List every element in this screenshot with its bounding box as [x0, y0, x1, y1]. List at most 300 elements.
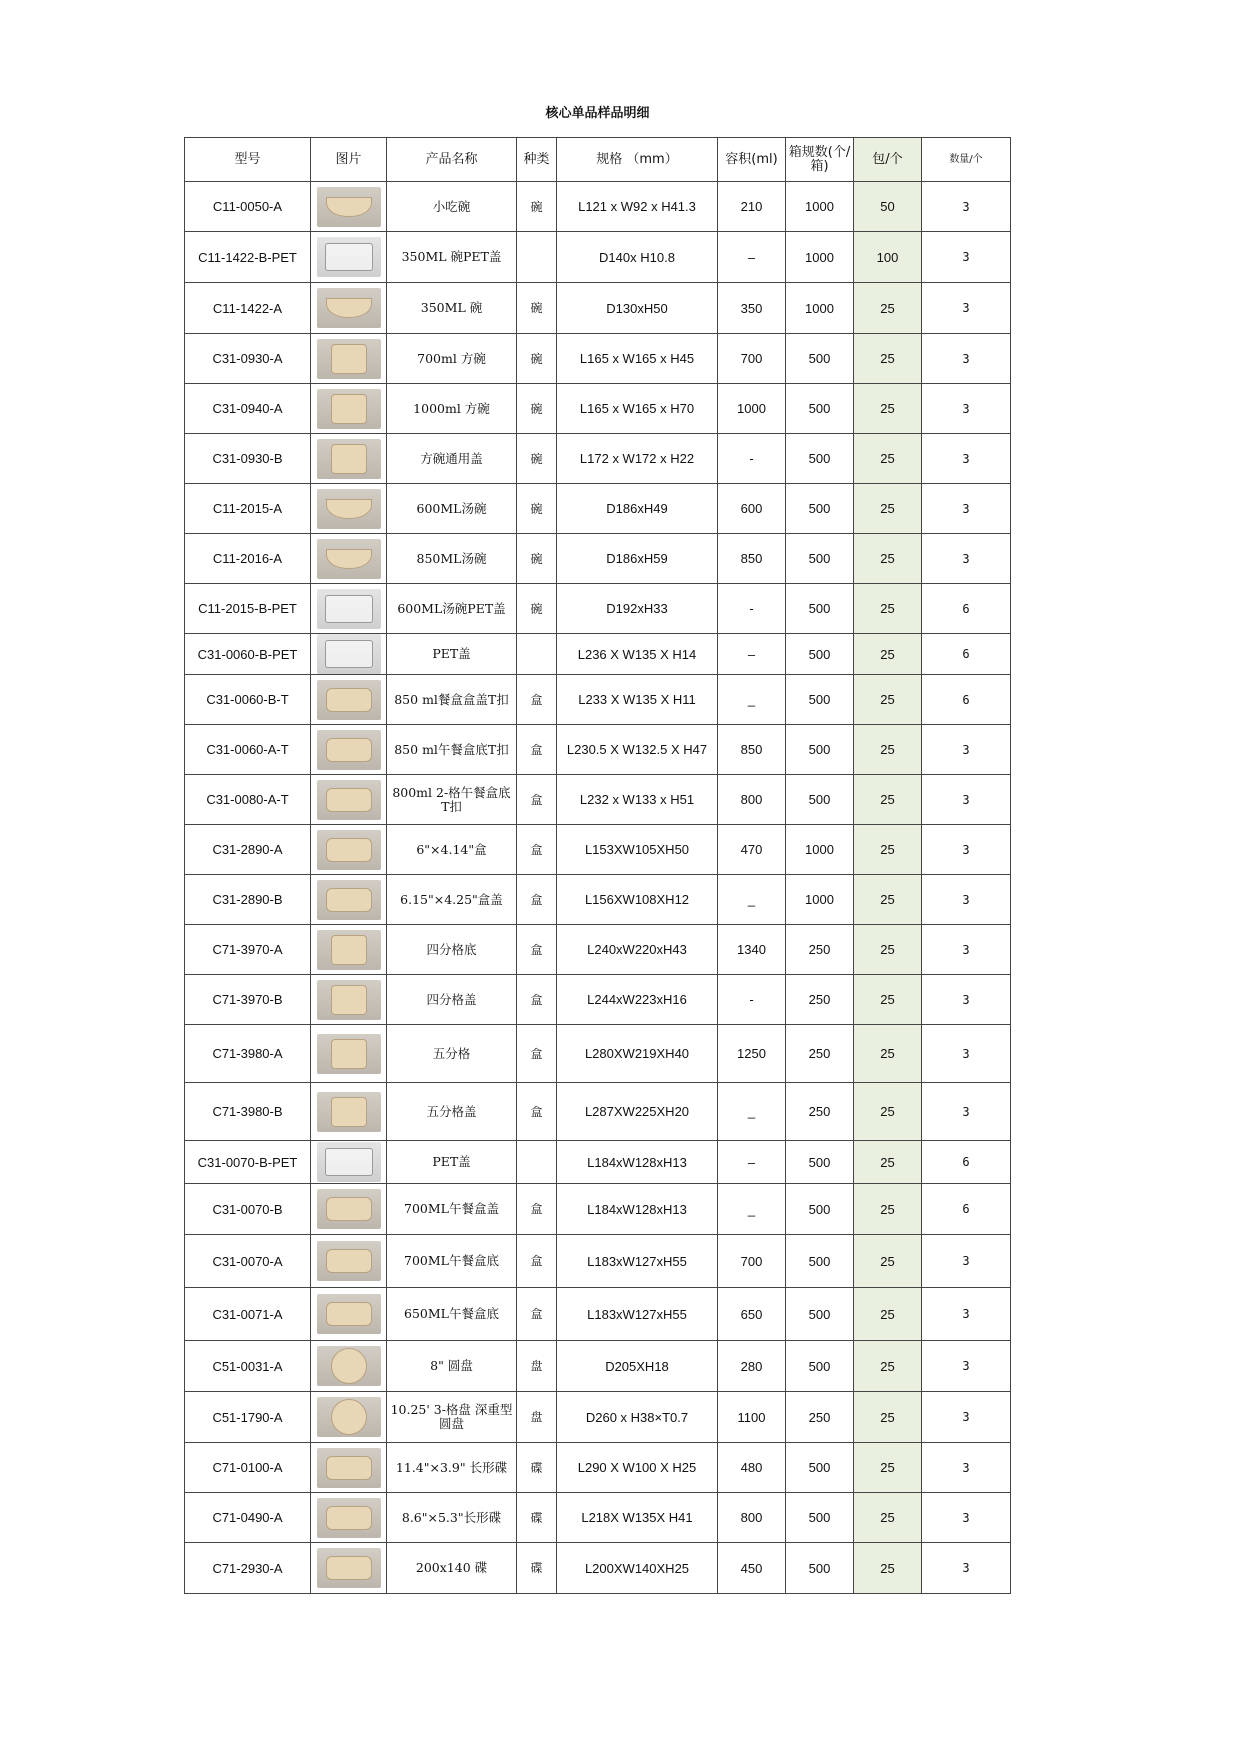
table-row [185, 384, 1011, 434]
kind-cell: 盒 [517, 1184, 557, 1235]
image-cell [311, 1392, 387, 1443]
spec-cell: L232 x W133 x H51 [557, 775, 718, 825]
kind-cell: 盘 [517, 1392, 557, 1443]
model-cell: C71-0100-A [185, 1443, 311, 1493]
qty-cell: 3 [922, 1493, 1011, 1543]
name-cell: 方碗通用盖 [387, 434, 517, 484]
name-cell: 6"×4.14"盒 [387, 825, 517, 875]
table-row [185, 1083, 1011, 1141]
carton-cell: 500 [786, 1341, 854, 1392]
square-bowl-photo [317, 339, 381, 379]
table-row [185, 775, 1011, 825]
spec-cell: D260 x H38×T0.7 [557, 1392, 718, 1443]
qty-cell: 3 [922, 232, 1011, 283]
qty-cell: 3 [922, 283, 1011, 334]
kind-cell: 盒 [517, 975, 557, 1025]
kind-cell: 盒 [517, 1083, 557, 1141]
model-cell: C31-0940-A [185, 384, 311, 434]
name-cell: 200x140 碟 [387, 1543, 517, 1594]
square-tray-photo [317, 1092, 381, 1132]
volume-cell: 450 [718, 1543, 786, 1594]
table-row [185, 1443, 1011, 1493]
tray-photo [317, 1241, 381, 1281]
volume-cell: 1250 [718, 1025, 786, 1083]
carton-cell: 500 [786, 434, 854, 484]
pack-cell: 25 [854, 634, 922, 675]
spec-cell: L172 x W172 x H22 [557, 434, 718, 484]
product-shape [331, 985, 367, 1015]
model-cell: C11-2015-A [185, 484, 311, 534]
table-row [185, 1288, 1011, 1341]
spec-cell: D140x H10.8 [557, 232, 718, 283]
product-shape [331, 935, 367, 965]
kind-cell [517, 1141, 557, 1184]
product-shape [326, 838, 372, 862]
kind-cell: 盒 [517, 775, 557, 825]
carton-cell: 1000 [786, 283, 854, 334]
product-shape [326, 1556, 372, 1580]
name-cell: 五分格盖 [387, 1083, 517, 1141]
image-cell [311, 1184, 387, 1235]
model-cell: C71-2930-A [185, 1543, 311, 1594]
kind-cell: 碗 [517, 384, 557, 434]
product-shape [326, 1456, 372, 1480]
table-row [185, 634, 1011, 675]
pack-cell: 25 [854, 1543, 922, 1594]
name-cell: 1000ml 方碗 [387, 384, 517, 434]
name-cell: 11.4"×3.9" 长形碟 [387, 1443, 517, 1493]
qty-cell: 3 [922, 334, 1011, 384]
kind-cell: 碗 [517, 484, 557, 534]
pack-cell: 25 [854, 484, 922, 534]
tray-photo [317, 1189, 381, 1229]
table-row [185, 484, 1011, 534]
spec-cell: L156XW108XH12 [557, 875, 718, 925]
tray-photo [317, 1548, 381, 1588]
carton-cell: 250 [786, 925, 854, 975]
table-row [185, 434, 1011, 484]
name-cell: 8.6"×5.3"长形碟 [387, 1493, 517, 1543]
model-cell: C11-2015-B-PET [185, 584, 311, 634]
spec-cell: D186xH49 [557, 484, 718, 534]
image-cell [311, 534, 387, 584]
image-cell [311, 283, 387, 334]
name-cell: 600ML汤碗 [387, 484, 517, 534]
spec-cell: L240xW220xH43 [557, 925, 718, 975]
header-qty: 数量/个 [922, 138, 1011, 182]
square-bowl-photo [317, 439, 381, 479]
qty-cell: 3 [922, 1341, 1011, 1392]
volume-cell: – [718, 634, 786, 675]
image-cell [311, 725, 387, 775]
kind-cell: 盒 [517, 1288, 557, 1341]
qty-cell: 3 [922, 775, 1011, 825]
image-cell [311, 384, 387, 434]
spec-cell: L218X W135X H41 [557, 1493, 718, 1543]
carton-cell: 500 [786, 1235, 854, 1288]
model-cell: C31-0930-A [185, 334, 311, 384]
image-cell [311, 775, 387, 825]
table-row [185, 182, 1011, 232]
pack-cell: 25 [854, 1025, 922, 1083]
carton-cell: 1000 [786, 232, 854, 283]
kind-cell: 碟 [517, 1543, 557, 1594]
pack-cell: 25 [854, 1235, 922, 1288]
model-cell: C31-0070-A [185, 1235, 311, 1288]
image-cell [311, 634, 387, 675]
spec-cell: D205XH18 [557, 1341, 718, 1392]
product-shape [331, 344, 367, 374]
header-model: 型号 [185, 138, 311, 182]
volume-cell: 700 [718, 334, 786, 384]
volume-cell: 850 [718, 534, 786, 584]
qty-cell: 3 [922, 975, 1011, 1025]
qty-cell: 3 [922, 875, 1011, 925]
image-cell [311, 434, 387, 484]
kind-cell: 碟 [517, 1493, 557, 1543]
name-cell: PET盖 [387, 634, 517, 675]
carton-cell: 500 [786, 1288, 854, 1341]
pack-cell: 25 [854, 675, 922, 725]
model-cell: C11-1422-A [185, 283, 311, 334]
product-table [184, 137, 1011, 1594]
name-cell: 650ML午餐盒底 [387, 1288, 517, 1341]
name-cell: 8" 圆盘 [387, 1341, 517, 1392]
name-cell: 800ml 2-格午餐盒底T扣 [387, 775, 517, 825]
carton-cell: 1000 [786, 182, 854, 232]
product-shape [326, 1506, 372, 1530]
header-carton: 箱规数(个/箱) [786, 138, 854, 182]
name-cell: 700ML午餐盒盖 [387, 1184, 517, 1235]
name-cell: 850ML汤碗 [387, 534, 517, 584]
carton-cell: 500 [786, 484, 854, 534]
carton-cell: 250 [786, 975, 854, 1025]
table-row [185, 925, 1011, 975]
tray-photo [317, 880, 381, 920]
product-shape [331, 1348, 367, 1384]
pack-cell: 25 [854, 1443, 922, 1493]
pack-cell: 25 [854, 1341, 922, 1392]
model-cell: C31-2890-B [185, 875, 311, 925]
table-row [185, 1341, 1011, 1392]
table-row [185, 283, 1011, 334]
volume-cell: 700 [718, 1235, 786, 1288]
model-cell: C71-3970-B [185, 975, 311, 1025]
product-shape [326, 788, 372, 812]
volume-cell: _ [718, 675, 786, 725]
page-title: 核心单品样品明细 [545, 106, 650, 121]
kind-cell [517, 634, 557, 675]
product-shape [326, 738, 372, 762]
table-body [185, 182, 1011, 1594]
qty-cell: 6 [922, 584, 1011, 634]
qty-cell: 3 [922, 384, 1011, 434]
kind-cell: 碗 [517, 334, 557, 384]
name-cell: 700ML午餐盒底 [387, 1235, 517, 1288]
model-cell: C11-2016-A [185, 534, 311, 584]
spec-cell: L183xW127xH55 [557, 1235, 718, 1288]
header-spec: 规格 （mm） [557, 138, 718, 182]
image-cell [311, 1235, 387, 1288]
header-volume: 容积(ml) [718, 138, 786, 182]
product-shape [326, 549, 372, 569]
spec-cell: D192xH33 [557, 584, 718, 634]
name-cell: 350ML 碗 [387, 283, 517, 334]
kind-cell: 盒 [517, 1235, 557, 1288]
spec-cell: L184xW128xH13 [557, 1141, 718, 1184]
spec-cell: L200XW140XH25 [557, 1543, 718, 1594]
model-cell: C31-0070-B-PET [185, 1141, 311, 1184]
carton-cell: 500 [786, 1443, 854, 1493]
volume-cell: 1100 [718, 1392, 786, 1443]
pack-cell: 25 [854, 825, 922, 875]
spec-cell: L183xW127xH55 [557, 1288, 718, 1341]
volume-cell: 480 [718, 1443, 786, 1493]
image-cell [311, 1493, 387, 1543]
volume-cell: - [718, 584, 786, 634]
spec-cell: L165 x W165 x H45 [557, 334, 718, 384]
model-cell: C51-0031-A [185, 1341, 311, 1392]
kind-cell: 盘 [517, 1341, 557, 1392]
model-cell: C71-3970-A [185, 925, 311, 975]
product-shape [326, 197, 372, 217]
header-pack: 包/个 [854, 138, 922, 182]
kind-cell [517, 232, 557, 283]
kind-cell: 碗 [517, 283, 557, 334]
carton-cell: 250 [786, 1083, 854, 1141]
volume-cell: - [718, 975, 786, 1025]
name-cell: 600ML汤碗PET盖 [387, 584, 517, 634]
product-shape [326, 1249, 372, 1273]
carton-cell: 500 [786, 775, 854, 825]
table-row [185, 1025, 1011, 1083]
table-row [185, 534, 1011, 584]
image-cell [311, 1025, 387, 1083]
pack-cell: 25 [854, 384, 922, 434]
clear-tray-photo [317, 1142, 381, 1182]
table-row [185, 1235, 1011, 1288]
tray-photo [317, 830, 381, 870]
kind-cell: 碗 [517, 434, 557, 484]
pack-cell: 25 [854, 534, 922, 584]
spec-cell: L184xW128xH13 [557, 1184, 718, 1235]
pack-cell: 25 [854, 875, 922, 925]
clear-lid-photo [317, 237, 381, 277]
model-cell: C31-0070-B [185, 1184, 311, 1235]
tray-photo [317, 730, 381, 770]
qty-cell: 3 [922, 182, 1011, 232]
bowl-photo [317, 187, 381, 227]
clear-lid-photo [317, 589, 381, 629]
kind-cell: 盒 [517, 1025, 557, 1083]
name-cell: 850 ml餐盒盒盖T扣 [387, 675, 517, 725]
plate-photo [317, 1397, 381, 1437]
pack-cell: 100 [854, 232, 922, 283]
carton-cell: 250 [786, 1025, 854, 1083]
table-row [185, 584, 1011, 634]
qty-cell: 3 [922, 1443, 1011, 1493]
carton-cell: 500 [786, 1184, 854, 1235]
table-row [185, 1184, 1011, 1235]
header-kind: 种类 [517, 138, 557, 182]
carton-cell: 500 [786, 634, 854, 675]
image-cell [311, 1141, 387, 1184]
model-cell: C11-1422-B-PET [185, 232, 311, 283]
qty-cell: 3 [922, 534, 1011, 584]
product-shape [331, 1039, 367, 1069]
product-shape [325, 1148, 373, 1176]
model-cell: C11-0050-A [185, 182, 311, 232]
qty-cell: 6 [922, 1184, 1011, 1235]
model-cell: C31-0071-A [185, 1288, 311, 1341]
product-shape [326, 888, 372, 912]
spec-cell: L244xW223xH16 [557, 975, 718, 1025]
carton-cell: 500 [786, 1141, 854, 1184]
product-shape [326, 298, 372, 318]
spec-cell: L153XW105XH50 [557, 825, 718, 875]
image-cell [311, 1083, 387, 1141]
name-cell: PET盖 [387, 1141, 517, 1184]
kind-cell: 碗 [517, 584, 557, 634]
image-cell [311, 925, 387, 975]
pack-cell: 25 [854, 434, 922, 484]
volume-cell: _ [718, 1184, 786, 1235]
volume-cell: 800 [718, 1493, 786, 1543]
table-row [185, 825, 1011, 875]
spec-cell: L165 x W165 x H70 [557, 384, 718, 434]
kind-cell: 碟 [517, 1443, 557, 1493]
qty-cell: 3 [922, 1083, 1011, 1141]
tray-photo [317, 1448, 381, 1488]
spec-cell: L121 x W92 x H41.3 [557, 182, 718, 232]
spec-cell: L290 X W100 X H25 [557, 1443, 718, 1493]
product-shape [325, 640, 373, 668]
qty-cell: 3 [922, 1025, 1011, 1083]
qty-cell: 3 [922, 484, 1011, 534]
square-tray-photo [317, 1034, 381, 1074]
name-cell: 四分格底 [387, 925, 517, 975]
carton-cell: 500 [786, 534, 854, 584]
qty-cell: 3 [922, 1235, 1011, 1288]
name-cell: 350ML 碗PET盖 [387, 232, 517, 283]
clear-tray-photo [317, 634, 381, 674]
product-shape [331, 1399, 367, 1435]
table-row [185, 1493, 1011, 1543]
volume-cell: 650 [718, 1288, 786, 1341]
bowl-photo [317, 539, 381, 579]
kind-cell: 盒 [517, 725, 557, 775]
kind-cell: 盒 [517, 825, 557, 875]
volume-cell: – [718, 232, 786, 283]
model-cell: C31-0060-A-T [185, 725, 311, 775]
product-shape [325, 243, 373, 271]
image-cell [311, 875, 387, 925]
model-cell: C31-0060-B-PET [185, 634, 311, 675]
image-cell [311, 584, 387, 634]
image-cell [311, 484, 387, 534]
name-cell: 700ml 方碗 [387, 334, 517, 384]
carton-cell: 500 [786, 1493, 854, 1543]
name-cell: 850 ml午餐盒底T扣 [387, 725, 517, 775]
qty-cell: 3 [922, 725, 1011, 775]
product-shape [326, 499, 372, 519]
spec-cell: L287XW225XH20 [557, 1083, 718, 1141]
carton-cell: 250 [786, 1392, 854, 1443]
volume-cell: _ [718, 1083, 786, 1141]
name-cell: 五分格 [387, 1025, 517, 1083]
product-shape [326, 1197, 372, 1221]
model-cell: C31-2890-A [185, 825, 311, 875]
table-row [185, 725, 1011, 775]
pack-cell: 25 [854, 775, 922, 825]
pack-cell: 25 [854, 1288, 922, 1341]
model-cell: C31-0060-B-T [185, 675, 311, 725]
tray-photo [317, 1294, 381, 1334]
volume-cell: 350 [718, 283, 786, 334]
volume-cell: 280 [718, 1341, 786, 1392]
product-shape [331, 1097, 367, 1127]
model-cell: C51-1790-A [185, 1392, 311, 1443]
model-cell: C31-0080-A-T [185, 775, 311, 825]
qty-cell: 6 [922, 675, 1011, 725]
carton-cell: 1000 [786, 875, 854, 925]
qty-cell: 6 [922, 1141, 1011, 1184]
volume-cell: 1000 [718, 384, 786, 434]
volume-cell: 470 [718, 825, 786, 875]
table-row [185, 1543, 1011, 1594]
square-bowl-photo [317, 389, 381, 429]
name-cell: 小吃碗 [387, 182, 517, 232]
image-cell [311, 334, 387, 384]
volume-cell: _ [718, 875, 786, 925]
carton-cell: 500 [786, 1543, 854, 1594]
name-cell: 10.25' 3-格盘 深重型圆盘 [387, 1392, 517, 1443]
table-row [185, 1141, 1011, 1184]
volume-cell: - [718, 434, 786, 484]
qty-cell: 6 [922, 634, 1011, 675]
square-tray-photo [317, 980, 381, 1020]
table-row [185, 1392, 1011, 1443]
pack-cell: 25 [854, 975, 922, 1025]
pack-cell: 25 [854, 584, 922, 634]
name-cell: 6.15"×4.25"盒盖 [387, 875, 517, 925]
image-cell [311, 825, 387, 875]
square-tray-photo [317, 930, 381, 970]
pack-cell: 50 [854, 182, 922, 232]
product-shape [325, 595, 373, 623]
model-cell: C31-0930-B [185, 434, 311, 484]
spec-cell: L280XW219XH40 [557, 1025, 718, 1083]
qty-cell: 3 [922, 825, 1011, 875]
pack-cell: 25 [854, 1141, 922, 1184]
tray-photo [317, 680, 381, 720]
pack-cell: 25 [854, 1184, 922, 1235]
product-shape [331, 444, 367, 474]
volume-cell: 1340 [718, 925, 786, 975]
kind-cell: 盒 [517, 675, 557, 725]
pack-cell: 25 [854, 1392, 922, 1443]
header-row [185, 138, 1011, 182]
model-cell: C71-0490-A [185, 1493, 311, 1543]
pack-cell: 25 [854, 1493, 922, 1543]
image-cell [311, 232, 387, 283]
kind-cell: 碗 [517, 534, 557, 584]
image-cell [311, 1443, 387, 1493]
model-cell: C71-3980-B [185, 1083, 311, 1141]
pack-cell: 25 [854, 925, 922, 975]
qty-cell: 3 [922, 1392, 1011, 1443]
carton-cell: 500 [786, 384, 854, 434]
